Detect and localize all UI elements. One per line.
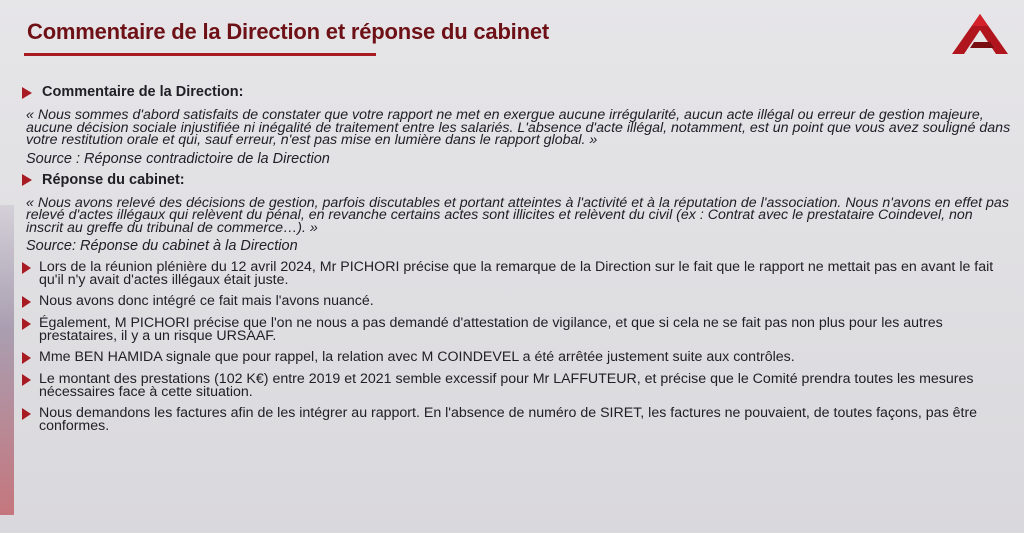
list-item: [22, 351, 1012, 364]
slide-title: Commentaire de la Direction et réponse du cabinet: [27, 19, 549, 44]
triangle-bullet-icon: [22, 87, 32, 99]
list-item: [22, 407, 1012, 432]
cabinet-heading-label: Réponse du cabinet:: [42, 171, 185, 188]
triangle-bullet-icon: [22, 174, 32, 186]
list-item: [22, 261, 1012, 286]
triangle-bullet-icon: [22, 352, 31, 364]
triangle-bullet-icon: [22, 408, 31, 420]
list-item-text: Le montant des prestations (102 K€) entre 2019 et 2021 semble excessif pour Mr LAFFUTEUR, et précise que le Comité prendra toutes les mesures nécessaires face à cette situation.: [39, 371, 974, 400]
direction-source: Source : Réponse contradictoire de la Direction: [26, 150, 330, 167]
cabinet-source: Source: Réponse du cabinet à la Direction: [26, 238, 298, 254]
triangle-bullet-icon: [22, 296, 31, 308]
direction-comment-heading: [22, 86, 1012, 99]
list-item-text: Nous demandons les factures afin de les intégrer au rapport. En l'absence de numéro de SIRET, les factures ne pouvaient, de toutes façons, pas être conformes.: [39, 405, 978, 434]
list-item-text: Également, M PICHORI précise que l'on ne nous a pas demandé d'attestation de vigilance, et que si cela ne se fait pas non plus pour les autres prestataires, il y a un risque URSAAF.: [39, 315, 943, 344]
direction-heading-label: Commentaire de la Direction:: [42, 84, 244, 100]
title-underline: [24, 53, 376, 56]
list-item: [22, 295, 1012, 308]
slide-body: [22, 86, 1012, 441]
cabinet-response-heading: [22, 171, 1012, 188]
triangle-bullet-icon: [22, 374, 31, 386]
list-item-text: Lors de la réunion plénière du 12 avril 2024, Mr PICHORI précise que la remarque de la Direction sur le fait que le rapport ne mettait pas en avant le fait qu'il n'y avait d'actes illégaux était juste.: [39, 259, 994, 288]
left-edge-decoration: [0, 205, 14, 515]
direction-quote: « Nous sommes d'abord satisfaits de constater que votre rapport ne met en exergue aucune irrégularité, aucun acte illégal ou erreur de gestion majeure, aucune décision sociale injustifiée ni inégalité de traitement entre les salariés. L'absence d'acte illégal, notamment, est un point que vous avez souligné dans votre restitution orale et qui, sauf erreur, n'est pas mise en lumière dans le rapport global. »: [26, 107, 1011, 148]
triangle-bullet-icon: [22, 318, 31, 330]
list-item: [22, 317, 1012, 342]
list-item: [22, 373, 1012, 398]
list-item-text: Nous avons donc intégré ce fait mais l'avons nuancé.: [39, 293, 374, 309]
triangle-bullet-icon: [22, 262, 31, 274]
cabinet-quote: « Nous avons relevé des décisions de gestion, parfois discutables et portant atteintes à l'activité et à la réputation de l'association. Nous n'avons en effet pas relevé d'actes illégaux qui relèvent du pénal, en revanche certains actes sont illicites et relèvent du civil (ex : Contrat avec le prestataire Coindevel, non inscrit au greffe du tribunal de commerce…). »: [26, 194, 1009, 236]
brand-logo-icon: [950, 12, 1010, 56]
list-item-text: Mme BEN HAMIDA signale que pour rappel, la relation avec M COINDEVEL a été arrêtée justement suite aux contrôles.: [39, 349, 795, 365]
